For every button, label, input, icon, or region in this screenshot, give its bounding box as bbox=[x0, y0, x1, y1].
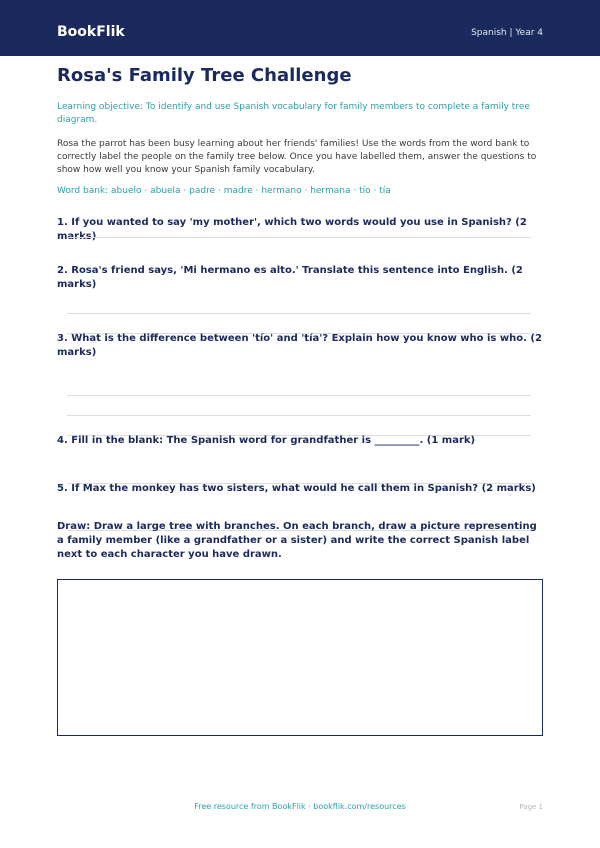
brand-logo[interactable]: BookFlik bbox=[57, 24, 125, 40]
answer-line[interactable] bbox=[67, 415, 531, 416]
question-3: 3. What is the difference between 'tío' and 'tía'? Explain how you know who is who. (2 marks) bbox=[57, 333, 542, 358]
worksheet-title: Rosa's Family Tree Challenge bbox=[57, 65, 352, 86]
answer-line[interactable] bbox=[67, 313, 531, 314]
word-bank: Word bank: abuelo · abuela · padre · madre · hermano · hermana · tío · tía bbox=[57, 186, 391, 196]
question-5: 5. If Max the monkey has two sisters, what would he call them in Spanish? (2 marks) bbox=[57, 483, 536, 494]
footer-text: Free resource from BookFlik · bookflik.com/resources bbox=[194, 802, 406, 811]
header-bar bbox=[0, 0, 600, 56]
answer-line[interactable] bbox=[67, 395, 531, 396]
question-4: 4. Fill in the blank: The Spanish word for grandfather is _________. (1 mark) bbox=[57, 435, 476, 446]
question-1: 1. If you wanted to say 'my mother', which two words would you use in Spanish? (2 marks) bbox=[57, 217, 527, 242]
intro-text: Rosa the parrot has been busy learning about her friends' families! Use the words from the word bank to correctly label the people on the family tree below. Once you have labelled them, answer the questions to show how well you know your Spanish family vocabulary. bbox=[57, 139, 537, 175]
draw-task: Draw: Draw a large tree with branches. On each branch, draw a picture representing a family member (like a grandfather or a sister) and write the correct Spanish label next to each character you have drawn. bbox=[57, 521, 537, 560]
answer-line[interactable] bbox=[67, 237, 531, 238]
page-number: Page 1 bbox=[519, 803, 543, 811]
learning-objective: Learning objective: To identify and use Spanish vocabulary for family members to complete a family tree diagram. bbox=[57, 102, 530, 125]
subject-year-label: Spanish | Year 4 bbox=[471, 28, 543, 38]
drawing-area[interactable] bbox=[57, 579, 543, 736]
question-2: 2. Rosa's friend says, 'Mi hermano es alto.' Translate this sentence into English. (2 marks) bbox=[57, 265, 523, 290]
